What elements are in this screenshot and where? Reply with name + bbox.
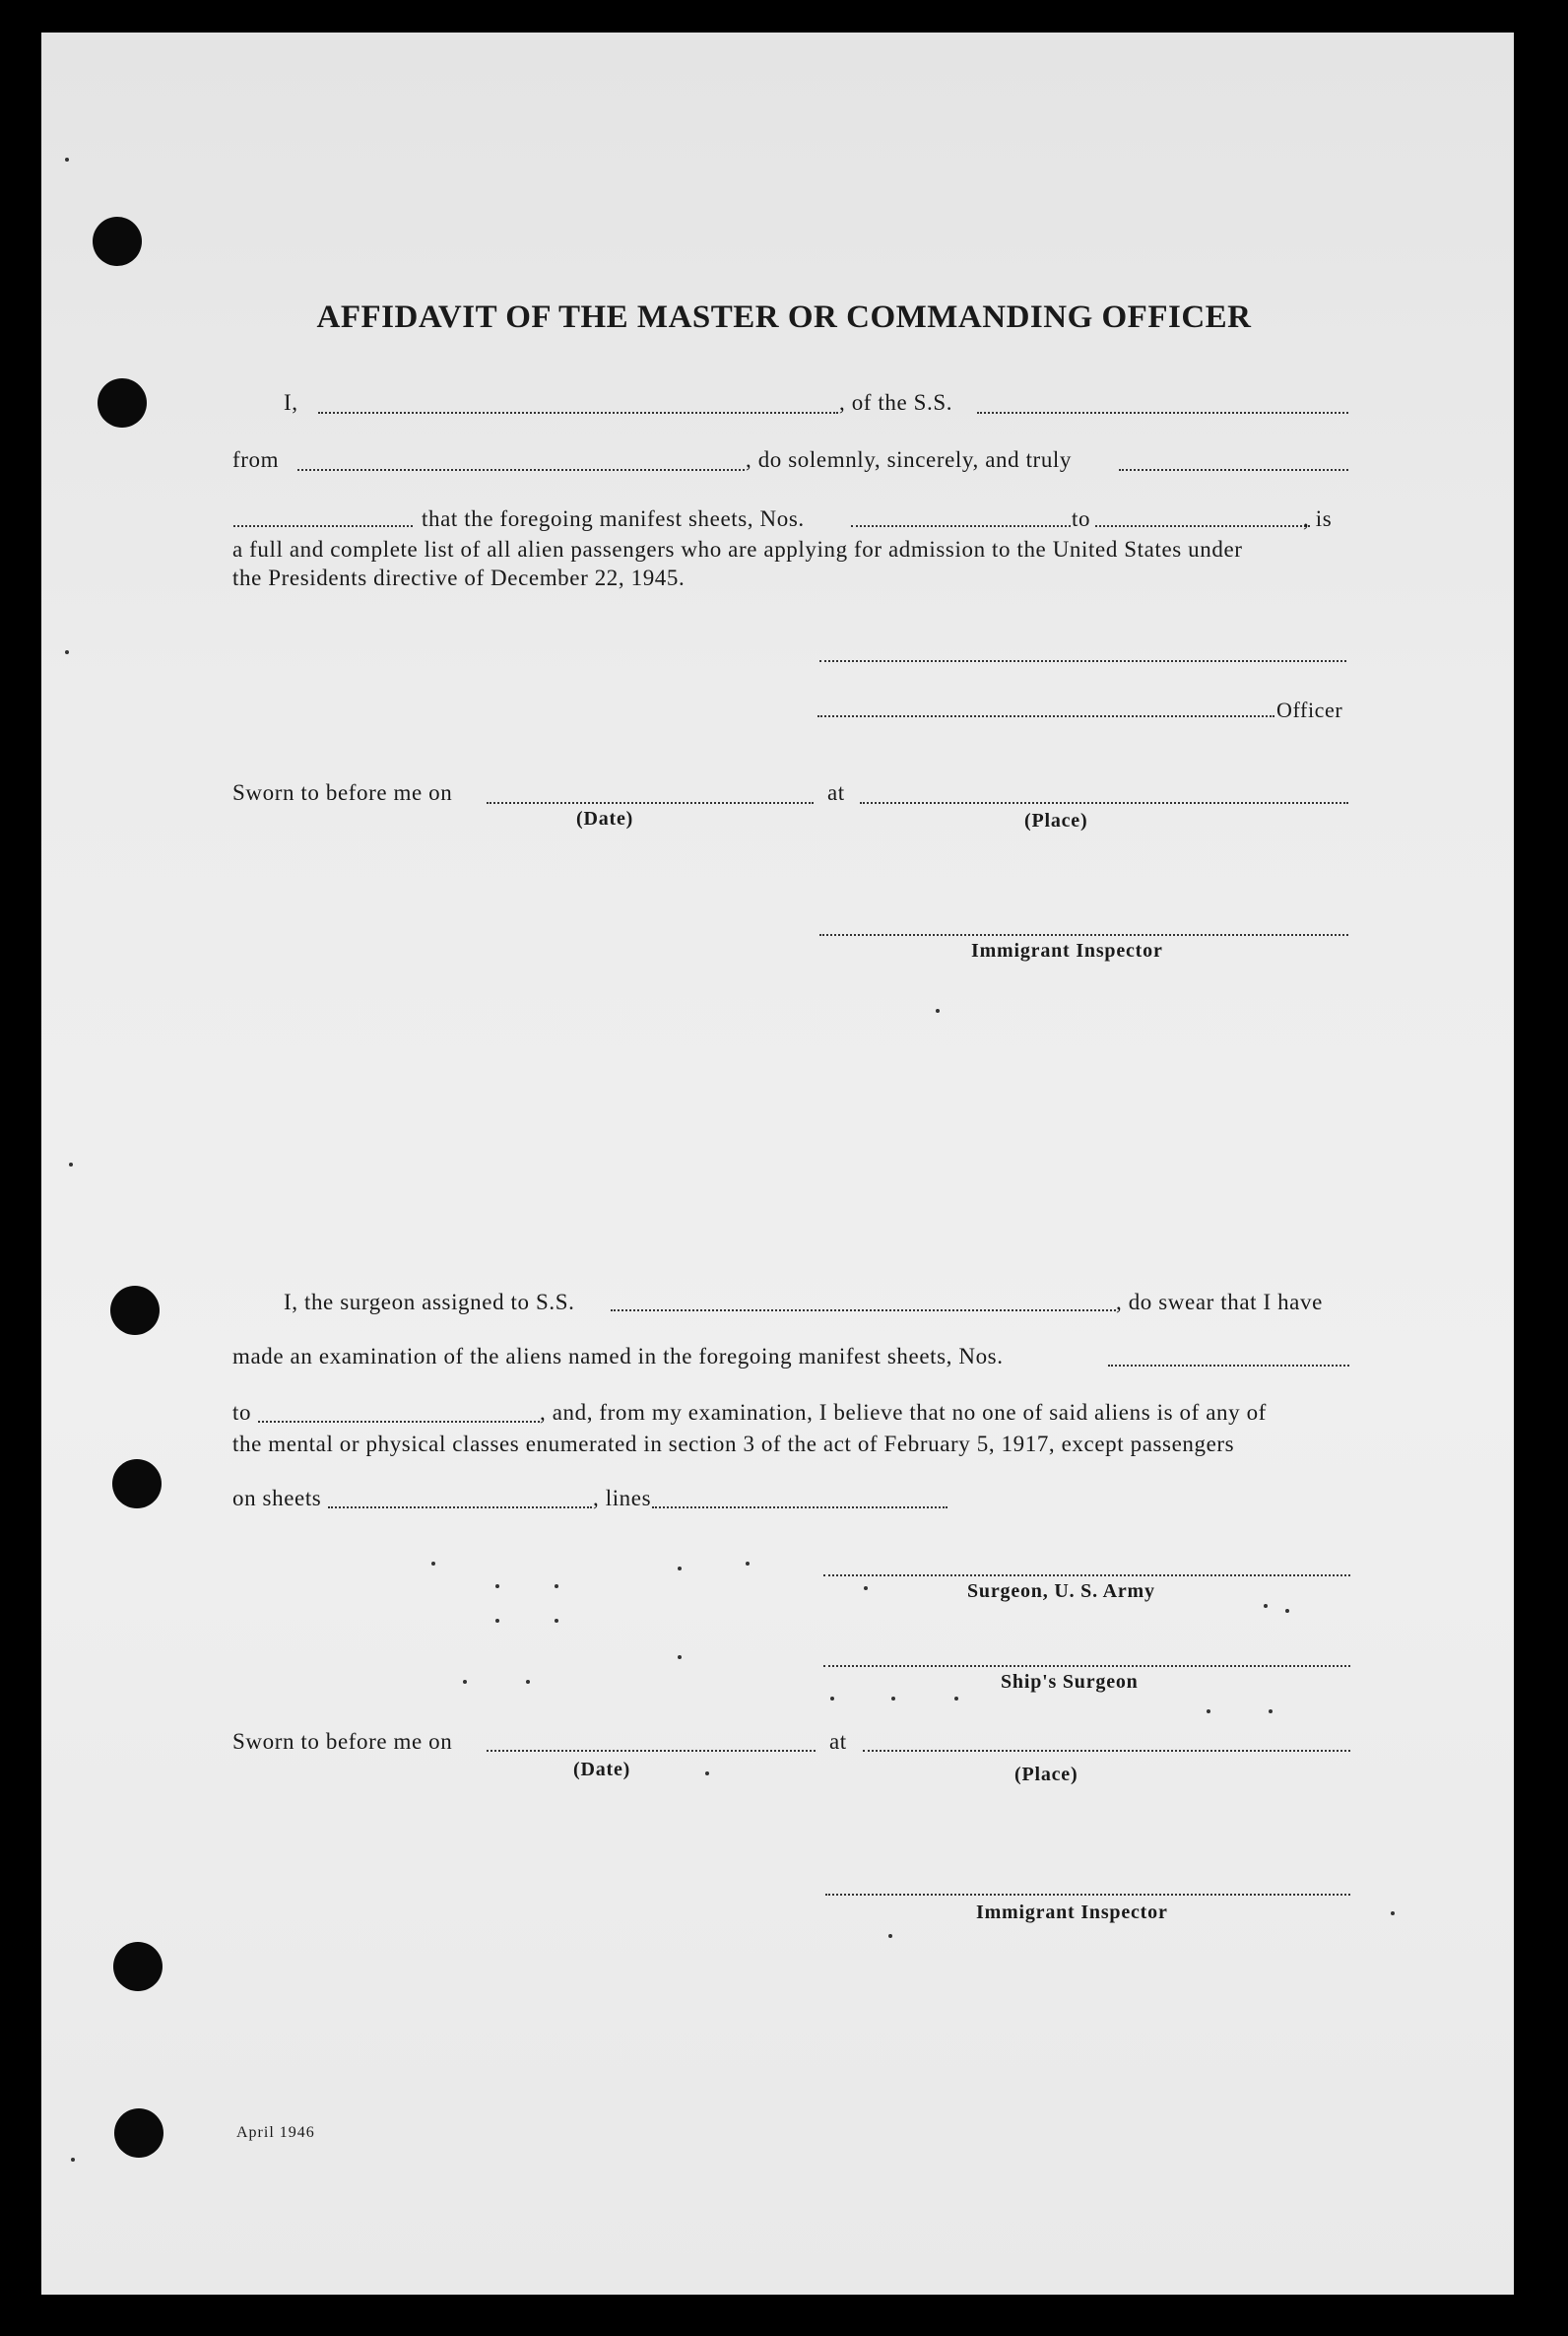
sheets-to-field[interactable] <box>1095 525 1310 527</box>
master-i-label: I, <box>284 390 298 415</box>
from-label: from <box>232 447 280 472</box>
binder-hole <box>114 2108 163 2158</box>
manifest-sheets-text: that the foregoing manifest sheets, Nos. <box>422 506 805 531</box>
sworn-place-field[interactable] <box>860 802 1348 804</box>
sworn-label: Sworn to before me on <box>232 780 453 805</box>
scan-speck <box>1264 1604 1268 1608</box>
binder-hole <box>112 1459 162 1508</box>
scan-speck <box>71 2158 75 2162</box>
surgeon-at-label: at <box>829 1729 847 1754</box>
master-ship-field[interactable] <box>977 412 1348 414</box>
scan-speck <box>746 1562 750 1566</box>
of-ss-label: , of the S.S. <box>839 390 953 415</box>
lines-label: , lines <box>593 1486 652 1510</box>
scan-speck <box>678 1567 682 1570</box>
is-text: , is <box>1303 506 1333 531</box>
scan-speck <box>891 1697 895 1701</box>
scan-speck <box>888 1934 892 1938</box>
scan-speck <box>1285 1609 1289 1613</box>
sworn-date-field[interactable] <box>487 802 814 804</box>
inspector-caption: Immigrant Inspector <box>971 940 1163 962</box>
surgeon-sheets-from-field[interactable] <box>1108 1365 1349 1367</box>
surgeon-assigned-text: I, the surgeon assigned to S.S. <box>284 1290 575 1314</box>
inspector-signature-line[interactable] <box>819 934 1348 936</box>
ship-surgeon-caption: Ship's Surgeon <box>1001 1671 1139 1693</box>
scan-speck <box>495 1619 499 1623</box>
swear-affirm-field-2[interactable] <box>233 525 413 527</box>
officer-signature-line-2[interactable] <box>817 715 1274 717</box>
date-caption: (Date) <box>576 808 634 830</box>
scan-speck <box>431 1562 435 1566</box>
sheets-from-field[interactable] <box>851 525 1071 527</box>
scan-speck <box>936 1009 940 1013</box>
do-swear-text: , do swear that I have <box>1116 1290 1323 1314</box>
surgeon-sheets-to-field[interactable] <box>258 1421 540 1423</box>
directive-text: the Presidents directive of December 22, 1945. <box>232 566 686 590</box>
binder-hole <box>98 378 147 428</box>
except-lines-field[interactable] <box>652 1506 947 1508</box>
surgeon-inspector-caption: Immigrant Inspector <box>976 1902 1168 1923</box>
scan-speck <box>555 1584 558 1588</box>
scan-speck <box>864 1586 868 1590</box>
surgeon-ship-field[interactable] <box>611 1309 1116 1311</box>
examination-text: made an examination of the aliens named in the foregoing manifest sheets, Nos. <box>232 1344 1004 1368</box>
binder-hole <box>93 217 142 266</box>
scan-speck <box>526 1680 530 1684</box>
surgeon-inspector-signature-line[interactable] <box>825 1894 1350 1896</box>
form-title: AFFIDAVIT OF THE MASTER OR COMMANDING OFFICER <box>316 300 1252 335</box>
at-label: at <box>827 780 845 805</box>
scan-speck <box>830 1697 834 1701</box>
place-caption: (Place) <box>1024 810 1088 832</box>
surgeon-sworn-label: Sworn to before me on <box>232 1729 453 1754</box>
mental-classes-text: the mental or physical classes enumerated in section 3 of the act of February 5, 1917, except passengers <box>232 1432 1235 1456</box>
scan-speck <box>954 1697 958 1701</box>
scan-speck <box>69 1163 73 1167</box>
except-sheets-field[interactable] <box>328 1506 592 1508</box>
scan-speck <box>705 1771 709 1775</box>
surgeon-to-label: to <box>232 1400 252 1425</box>
to-label: to <box>1072 506 1091 531</box>
binder-hole <box>113 1942 163 1991</box>
officer-label: Officer <box>1276 698 1343 722</box>
solemnly-text: , do solemnly, sincerely, and truly <box>746 447 1073 472</box>
from-exam-text: , and, from my examination, I believe that no one of said aliens is of any of <box>540 1400 1267 1425</box>
ship-surgeon-signature-line[interactable] <box>823 1665 1350 1667</box>
surgeon-sworn-date-field[interactable] <box>487 1750 816 1752</box>
surgeon-place-caption: (Place) <box>1014 1764 1078 1785</box>
scan-speck <box>1207 1709 1210 1713</box>
scan-speck <box>678 1655 682 1659</box>
master-name-field[interactable] <box>318 412 838 414</box>
binder-hole <box>110 1286 160 1335</box>
scan-speck <box>495 1584 499 1588</box>
form-date: April 1946 <box>236 2124 315 2141</box>
surgeon-date-caption: (Date) <box>573 1759 631 1780</box>
document-page <box>41 33 1514 2295</box>
scan-speck <box>555 1619 558 1623</box>
scan-speck <box>1269 1709 1273 1713</box>
from-port-field[interactable] <box>297 469 745 471</box>
officer-signature-line-1[interactable] <box>819 660 1346 662</box>
complete-list-text: a full and complete list of all alien passengers who are applying for admission to the United States under <box>232 537 1243 562</box>
swear-affirm-field[interactable] <box>1119 469 1348 471</box>
scan-speck <box>65 158 69 162</box>
scan-speck <box>65 650 69 654</box>
army-surgeon-signature-line[interactable] <box>823 1574 1350 1576</box>
scan-speck <box>463 1680 467 1684</box>
scan-speck <box>1391 1911 1395 1915</box>
on-sheets-label: on sheets <box>232 1486 322 1510</box>
army-surgeon-caption: Surgeon, U. S. Army <box>967 1580 1155 1602</box>
surgeon-sworn-place-field[interactable] <box>863 1750 1350 1752</box>
